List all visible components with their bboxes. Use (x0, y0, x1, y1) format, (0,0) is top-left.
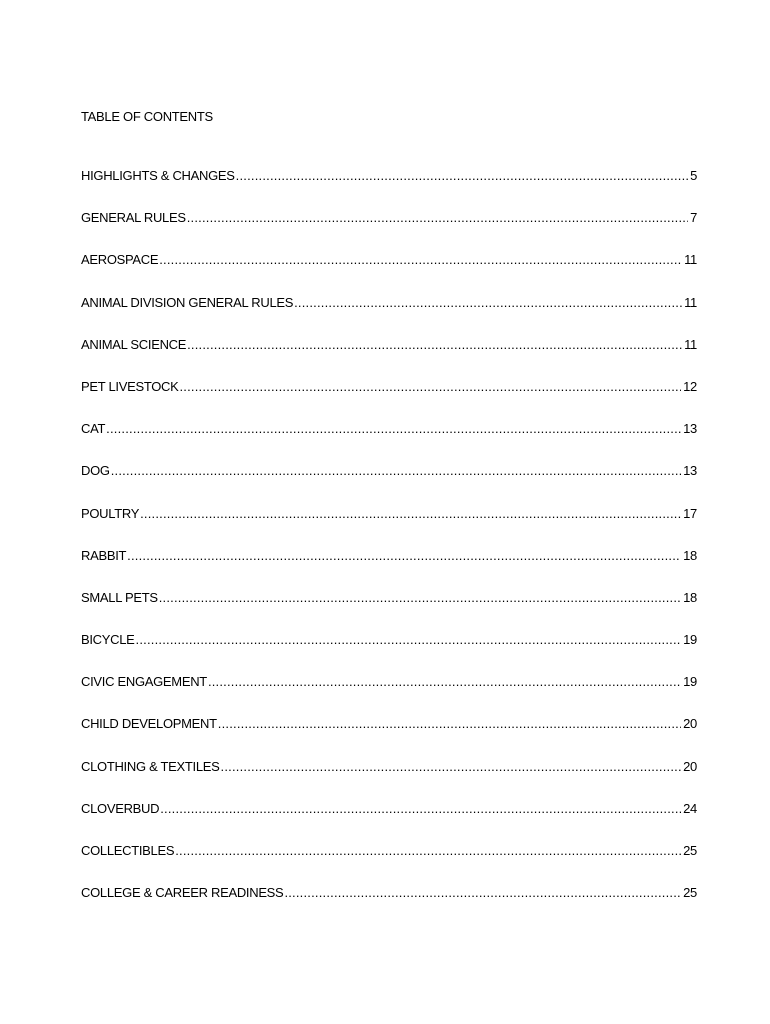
toc-entry[interactable] (81, 842, 697, 884)
toc-entry-page: 25 (683, 843, 697, 858)
toc-entry[interactable] (81, 420, 697, 462)
toc-entry[interactable] (81, 209, 697, 251)
toc-entry[interactable] (81, 167, 697, 209)
toc-entry-page: 20 (683, 758, 697, 774)
toc-entry[interactable] (81, 758, 697, 800)
toc-entry[interactable] (81, 715, 697, 757)
toc-entry-page: 24 (683, 800, 697, 816)
toc-dot-leader (140, 505, 681, 523)
toc-entry-label: AEROSPACE (81, 252, 159, 268)
toc-dot-leader (187, 209, 688, 227)
toc-entry-label: COLLECTIBLES (81, 843, 175, 858)
toc-entry-page: 20 (683, 716, 697, 732)
toc-heading: TABLE OF CONTENTS (81, 109, 213, 124)
toc-dot-leader (106, 420, 681, 438)
toc-entry-page: 13 (683, 421, 697, 437)
toc-list (81, 167, 697, 926)
toc-dot-leader (175, 842, 681, 860)
toc-dot-leader (136, 631, 682, 649)
toc-entry-page: 19 (683, 632, 697, 648)
toc-entry-label: CIVIC ENGAGEMENT (81, 674, 207, 690)
toc-dot-leader (218, 715, 681, 733)
toc-entry-page: 17 (683, 505, 697, 521)
toc-entry-page: 12 (683, 378, 697, 394)
toc-dot-leader (187, 336, 682, 354)
toc-entry-label: CLOTHING & TEXTILES (81, 758, 220, 774)
toc-entry[interactable] (81, 378, 697, 420)
toc-entry[interactable] (81, 800, 697, 842)
toc-dot-leader (221, 758, 682, 776)
toc-dot-leader (284, 884, 681, 902)
toc-entry[interactable] (81, 336, 697, 378)
toc-entry-page: 11 (684, 294, 697, 310)
toc-entry[interactable] (81, 589, 697, 631)
toc-entry-page: 19 (683, 674, 697, 690)
toc-entry[interactable] (81, 505, 697, 547)
toc-entry-page: 18 (683, 547, 697, 563)
toc-entry-label: ANIMAL DIVISION GENERAL RULES (81, 294, 294, 310)
toc-entry-label: POULTRY (81, 505, 140, 521)
toc-entry-page: 7 (690, 210, 697, 226)
toc-dot-leader (208, 673, 681, 691)
toc-dot-leader (159, 251, 682, 269)
toc-entry[interactable] (81, 631, 697, 673)
toc-dot-leader (236, 167, 688, 185)
toc-entry-label: COLLEGE & CAREER READINESS (81, 885, 284, 901)
toc-dot-leader (111, 462, 681, 480)
toc-dot-leader (294, 294, 682, 312)
toc-entry-label: BICYCLE (81, 632, 135, 648)
toc-entry-label: RABBIT (81, 547, 127, 563)
toc-entry-label: ANIMAL SCIENCE (81, 336, 187, 352)
toc-dot-leader (159, 589, 681, 607)
toc-entry[interactable] (81, 462, 697, 504)
toc-entry-label: CLOVERBUD (81, 800, 160, 816)
toc-entry-page: 11 (684, 336, 697, 352)
toc-entry-page: 13 (683, 463, 697, 479)
toc-dot-leader (127, 547, 681, 565)
toc-entry-page: 5 (690, 168, 697, 183)
toc-entry-label: PET LIVESTOCK (81, 378, 179, 394)
toc-entry[interactable] (81, 251, 697, 293)
toc-entry-label: DOG (81, 463, 110, 479)
toc-entry[interactable] (81, 294, 697, 336)
toc-entry[interactable] (81, 673, 697, 715)
toc-dot-leader (160, 800, 681, 818)
toc-entry[interactable] (81, 547, 697, 589)
toc-entry-label: CAT (81, 421, 106, 437)
toc-dot-leader (180, 378, 682, 396)
toc-entry-label: CHILD DEVELOPMENT (81, 716, 217, 732)
toc-entry-page: 11 (684, 252, 697, 268)
toc-entry-label: HIGHLIGHTS & CHANGES (81, 168, 235, 183)
toc-entry-label: SMALL PETS (81, 589, 158, 605)
toc-entry-label: GENERAL RULES (81, 210, 186, 226)
toc-entry-page: 18 (683, 589, 697, 605)
toc-entry-page: 25 (683, 885, 697, 901)
toc-entry[interactable] (81, 884, 697, 926)
